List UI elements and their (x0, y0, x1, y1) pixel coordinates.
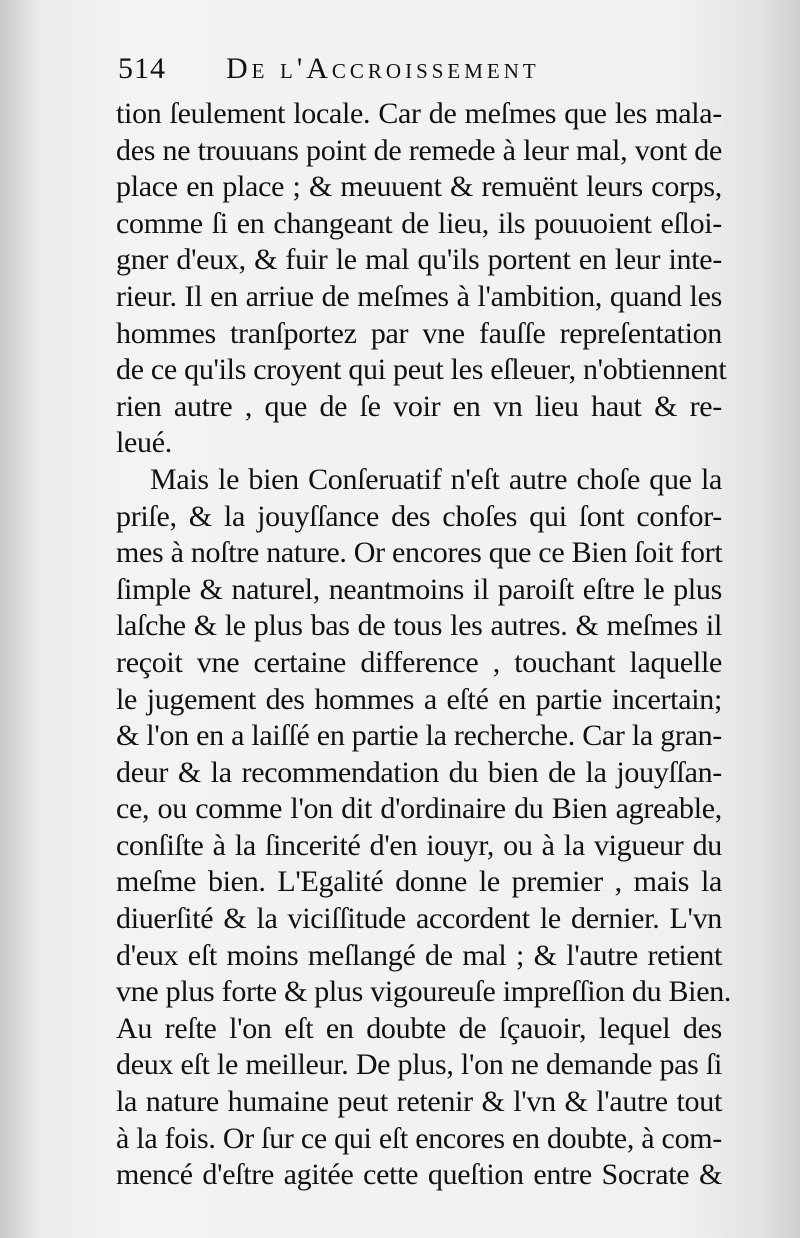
text-line: reçoit vne certaine difference , touchant laquelle (116, 645, 722, 679)
text-line: laſche & le plus bas de tous les autres. & meſmes il (116, 609, 722, 643)
text-line: meſme bien. L'Egalité donne le premier , mais la (116, 865, 722, 899)
running-head: De l'Accroissement (226, 52, 540, 85)
text-line: leué. (116, 426, 172, 460)
text-line: hommes tranſportez par vne fauſſe repreſentation (116, 316, 722, 350)
text-line: conſiſte à la ſincerité d'en iouyr, ou à la vigueur du (116, 828, 722, 862)
text-line: rieur. Il en arriue de meſmes à l'ambition, quand les (116, 279, 722, 313)
text-line: des ne trouuans point de remede à leur mal, vont de (116, 133, 722, 167)
text-line: le jugement des hommes a eſté en partie incertain; (116, 682, 722, 716)
text-line: tion ſeulement locale. Car de meſmes que les mala- (116, 97, 722, 130)
text-line: deur & la recommendation du bien de la jouyſſan- (116, 755, 722, 789)
page-number: 514 (118, 52, 166, 85)
text-line: ſimple & naturel, neantmoins il paroiſt eſtre le plus (116, 572, 722, 606)
text-line: & l'on en a laiſſé en partie la recherche. Car la gran- (116, 719, 722, 753)
text-line: comme ſi en changeant de lieu, ils pouuoient eſloi- (116, 206, 722, 240)
text-line: à la fois. Or ſur ce qui eſt encores en doubte, à com- (116, 1121, 722, 1155)
text-line: Au reſte l'on eſt en doubte de ſçauoir, lequel des (116, 1011, 722, 1045)
text-line: rien autre , que de ſe voir en vn lieu haut & re- (116, 389, 722, 423)
text-line: de ce qu'ils croyent qui peut les eſleuer, n'obtiennent (116, 353, 727, 387)
paragraph-start-line: Mais le bien Conſeruatif n'eſt autre choſe que la (150, 462, 722, 496)
text-line: mes à noſtre nature. Or encores que ce Bien ſoit fort (116, 536, 723, 570)
text-line: diuerſité & la viciſſitude accordent le dernier. L'vn (116, 902, 722, 936)
text-line: deux eſt le meilleur. De plus, l'on ne demande pas ſi (116, 1048, 722, 1082)
text-line: vne plus forte & plus vigoureuſe impreſſion du Bien. (116, 975, 732, 1009)
body-text (116, 96, 732, 1194)
text-line: priſe, & la jouyſſance des choſes qui ſont confor- (116, 499, 722, 533)
text-line: d'eux eſt moins meſlangé de mal ; & l'autre retient (116, 938, 722, 972)
text-line: gner d'eux, & fuir le mal qu'ils portent en leur inte- (116, 243, 722, 277)
page-header (118, 52, 718, 94)
text-line: ce, ou comme l'on dit d'ordinaire du Bien agreable, (116, 792, 722, 826)
text-line: mencé d'eſtre agitée cette queſtion entre Socrate & (116, 1158, 722, 1192)
text-line: place en place ; & meuuent & remuënt leurs corps, (116, 170, 722, 204)
text-line: la nature humaine peut retenir & l'vn & l'autre tout (116, 1085, 722, 1119)
